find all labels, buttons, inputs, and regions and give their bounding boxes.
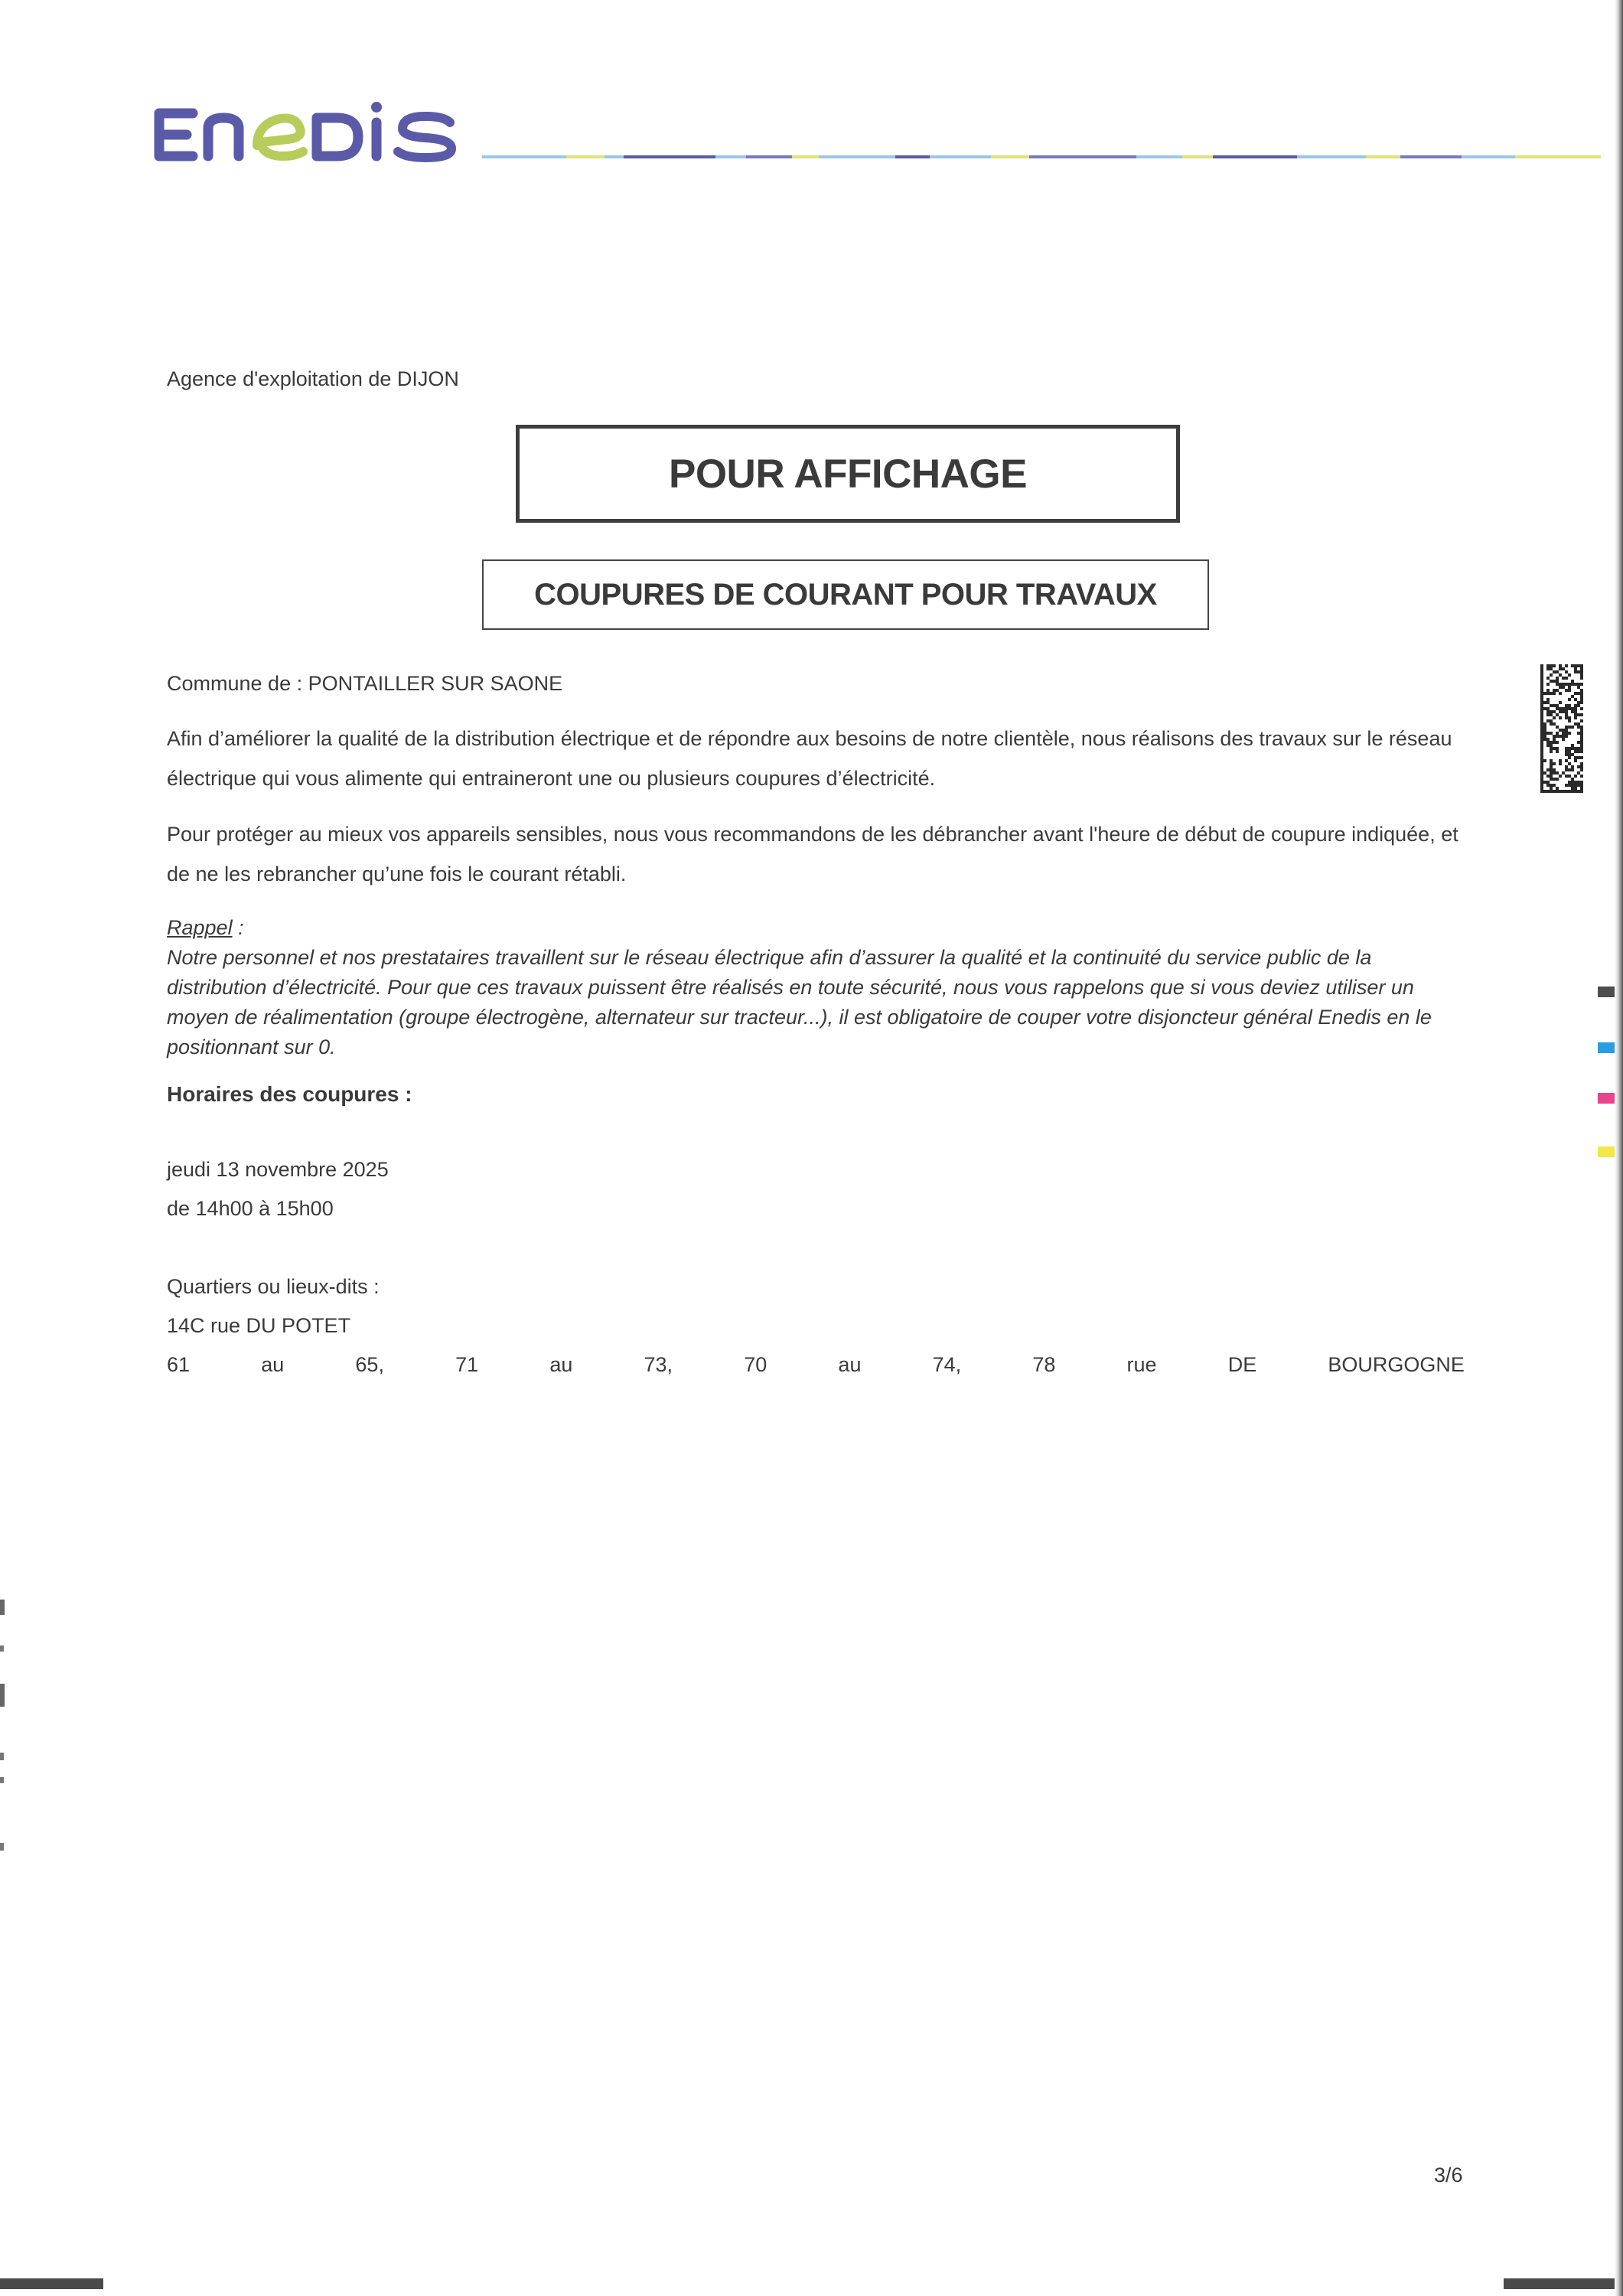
logo-dot-i bbox=[371, 102, 382, 113]
commune-label: Commune de : PONTAILLER SUR SAONE bbox=[167, 672, 563, 695]
scan-right-edge bbox=[1615, 0, 1623, 2296]
rappel-text: Notre personnel et nos prestataires travaillent sur le réseau électrique afin d’assurer la qualité et la continuité du service public de la distribution d’électricité. Pour que ces travaux puissent être réalisés en toute sécurité, nous vous rappelons que si vous deviez utiliser un moyen de réalimentation (groupe électrogène, alternateur sur tracteur...), il est obligatoire de couper votre disjoncteur général Enedis en le positionnant sur 0. bbox=[167, 946, 1432, 1058]
datamatrix-code bbox=[1540, 664, 1583, 793]
horaires-heading: Horaires des coupures : bbox=[167, 1082, 412, 1106]
advice-paragraph: Pour protéger au mieux vos appareils sensibles, nous vous recommandons de les débrancher avant l'heure de début de coupure indiquée, et de ne les rebrancher qu’une fois le courant rétabli. bbox=[167, 823, 1458, 885]
rappel-title-suffix: : bbox=[232, 916, 244, 939]
scan-bottom-left-bar bbox=[0, 2278, 103, 2289]
quartier-line-2 bbox=[167, 1349, 1465, 1380]
logo-letter-n bbox=[208, 118, 239, 156]
banner-pour-affichage: POUR AFFICHAGE bbox=[516, 425, 1180, 523]
rappel-title: Rappel bbox=[167, 916, 233, 939]
quartier-word: au bbox=[549, 1353, 573, 1376]
outage-time: de 14h00 à 15h00 bbox=[167, 1197, 334, 1220]
scan-left-edge-marks bbox=[0, 1600, 8, 1852]
rappel-block bbox=[167, 913, 1468, 1062]
quartier-word: 73, bbox=[644, 1353, 673, 1376]
quartier-word: 65, bbox=[355, 1353, 384, 1376]
intro-paragraph: Afin d’améliorer la qualité de la distribution électrique et de répondre aux besoins de notre clientèle, nous réalisons des travaux sur le réseau électrique qui vous alimente qui entraineront une ou plusieurs coupures d’électricité. bbox=[167, 727, 1452, 790]
quartier-word: rue bbox=[1126, 1353, 1157, 1376]
enedis-logo bbox=[153, 92, 459, 176]
agency-label: Agence d'exploitation de DIJON bbox=[167, 367, 459, 390]
quartier-word: BOURGOGNE bbox=[1328, 1353, 1465, 1376]
quartier-word: au bbox=[261, 1353, 285, 1376]
quartier-word: 70 bbox=[744, 1353, 768, 1376]
header-dashed-line bbox=[482, 153, 1601, 161]
quartiers-label: Quartiers ou lieux-dits : bbox=[167, 1275, 380, 1298]
quartier-word: au bbox=[838, 1353, 862, 1376]
logo-letter-e2 bbox=[257, 119, 303, 157]
subtitle-coupures: COUPURES DE COURANT POUR TRAVAUX bbox=[482, 559, 1209, 630]
quartier-word: 71 bbox=[455, 1353, 479, 1376]
logo-letter-d bbox=[317, 118, 358, 156]
logo-letter-s bbox=[398, 116, 451, 158]
quartier-word: 61 bbox=[167, 1353, 191, 1376]
quartier-word: 78 bbox=[1032, 1353, 1056, 1376]
page-number: 3/6 bbox=[1434, 2164, 1463, 2187]
scan-bottom-right-bar bbox=[1504, 2278, 1615, 2289]
logo-letter-e1 bbox=[159, 113, 193, 156]
quartier-word: DE bbox=[1227, 1353, 1257, 1376]
rappel-heading bbox=[167, 913, 1468, 943]
quartier-word: 74, bbox=[932, 1353, 962, 1376]
quartier-line-1: 14C rue DU POTET bbox=[167, 1314, 351, 1337]
outage-date: jeudi 13 novembre 2025 bbox=[167, 1158, 389, 1181]
